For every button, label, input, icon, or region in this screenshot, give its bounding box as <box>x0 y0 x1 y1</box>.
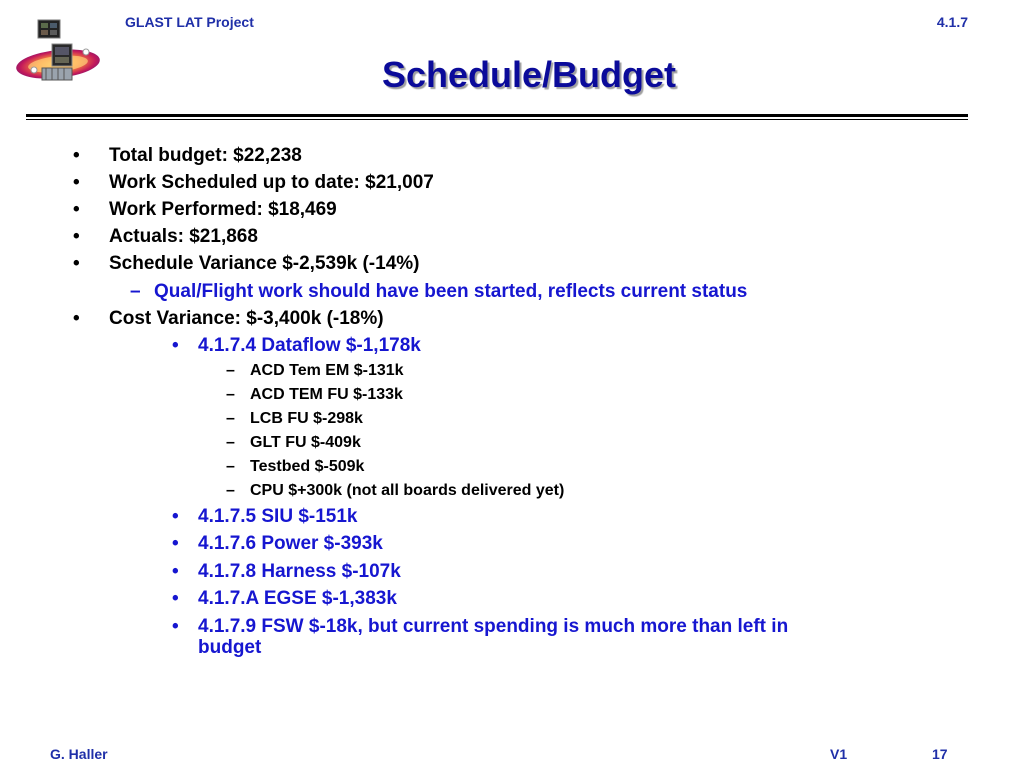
bullet-marker: • <box>73 199 80 220</box>
bullet-marker: • <box>172 561 179 582</box>
title-divider-thin <box>26 119 968 120</box>
dataflow-item-testbed: Testbed $-509k <box>250 458 365 475</box>
header-section: 4.1.7 <box>936 14 968 30</box>
bullet-actuals: Actuals: $21,868 <box>109 226 258 247</box>
bullet-marker: • <box>172 616 179 637</box>
bullet-marker: • <box>73 226 80 247</box>
subbullet-fsw: 4.1.7.9 FSW $-18k, but current spending is much more than left in <box>198 616 789 637</box>
footer-page-number: 17 <box>932 746 948 762</box>
bullet-marker: • <box>172 335 179 356</box>
dash-marker: – <box>226 434 235 451</box>
bullet-marker: • <box>73 172 80 193</box>
dataflow-item-acd-tem-fu: ACD TEM FU $-133k <box>250 386 403 403</box>
bullet-marker: • <box>172 588 179 609</box>
bullet-work-scheduled: Work Scheduled up to date: $21,007 <box>109 172 434 193</box>
subbullet-dataflow: 4.1.7.4 Dataflow $-1,178k <box>198 335 421 356</box>
dash-marker: – <box>226 410 235 427</box>
title-divider-thick <box>26 114 968 117</box>
subbullet-siu: 4.1.7.5 SIU $-151k <box>198 506 358 527</box>
bullet-work-performed: Work Performed: $18,469 <box>109 199 337 220</box>
header-project: GLAST LAT Project <box>125 14 254 30</box>
dash-marker: – <box>226 482 235 499</box>
dash-marker: – <box>130 281 141 302</box>
bullet-total-budget: Total budget: $22,238 <box>109 145 302 166</box>
bullet-marker: • <box>172 533 179 554</box>
dash-marker: – <box>226 362 235 379</box>
bullet-marker: • <box>73 145 80 166</box>
dataflow-item-glt-fu: GLT FU $-409k <box>250 434 361 451</box>
dataflow-item-lcb-fu: LCB FU $-298k <box>250 410 363 427</box>
footer-author: G. Haller <box>50 746 108 762</box>
subbullet-egse: 4.1.7.A EGSE $-1,383k <box>198 588 397 609</box>
bullet-marker: • <box>172 506 179 527</box>
bullet-marker: • <box>73 308 80 329</box>
subbullet-fsw-continuation: budget <box>198 637 262 658</box>
footer-version: V1 <box>830 746 848 762</box>
bullet-schedule-variance: Schedule Variance $-2,539k (-14%) <box>109 253 420 274</box>
subbullet-schedule-variance-note: Qual/Flight work should have been started, reflects current status <box>154 281 748 302</box>
subbullet-power: 4.1.7.6 Power $-393k <box>198 533 383 554</box>
dash-marker: – <box>226 386 235 403</box>
dataflow-item-acd-tem-em: ACD Tem EM $-131k <box>250 362 404 379</box>
subbullet-harness: 4.1.7.8 Harness $-107k <box>198 561 401 582</box>
dash-marker: – <box>226 458 235 475</box>
slide-title: Schedule/Budget <box>381 54 677 95</box>
bullet-marker: • <box>73 253 80 274</box>
dataflow-item-cpu: CPU $+300k (not all boards delivered yet) <box>250 482 565 499</box>
bullet-cost-variance: Cost Variance: $-3,400k (-18%) <box>109 308 384 329</box>
